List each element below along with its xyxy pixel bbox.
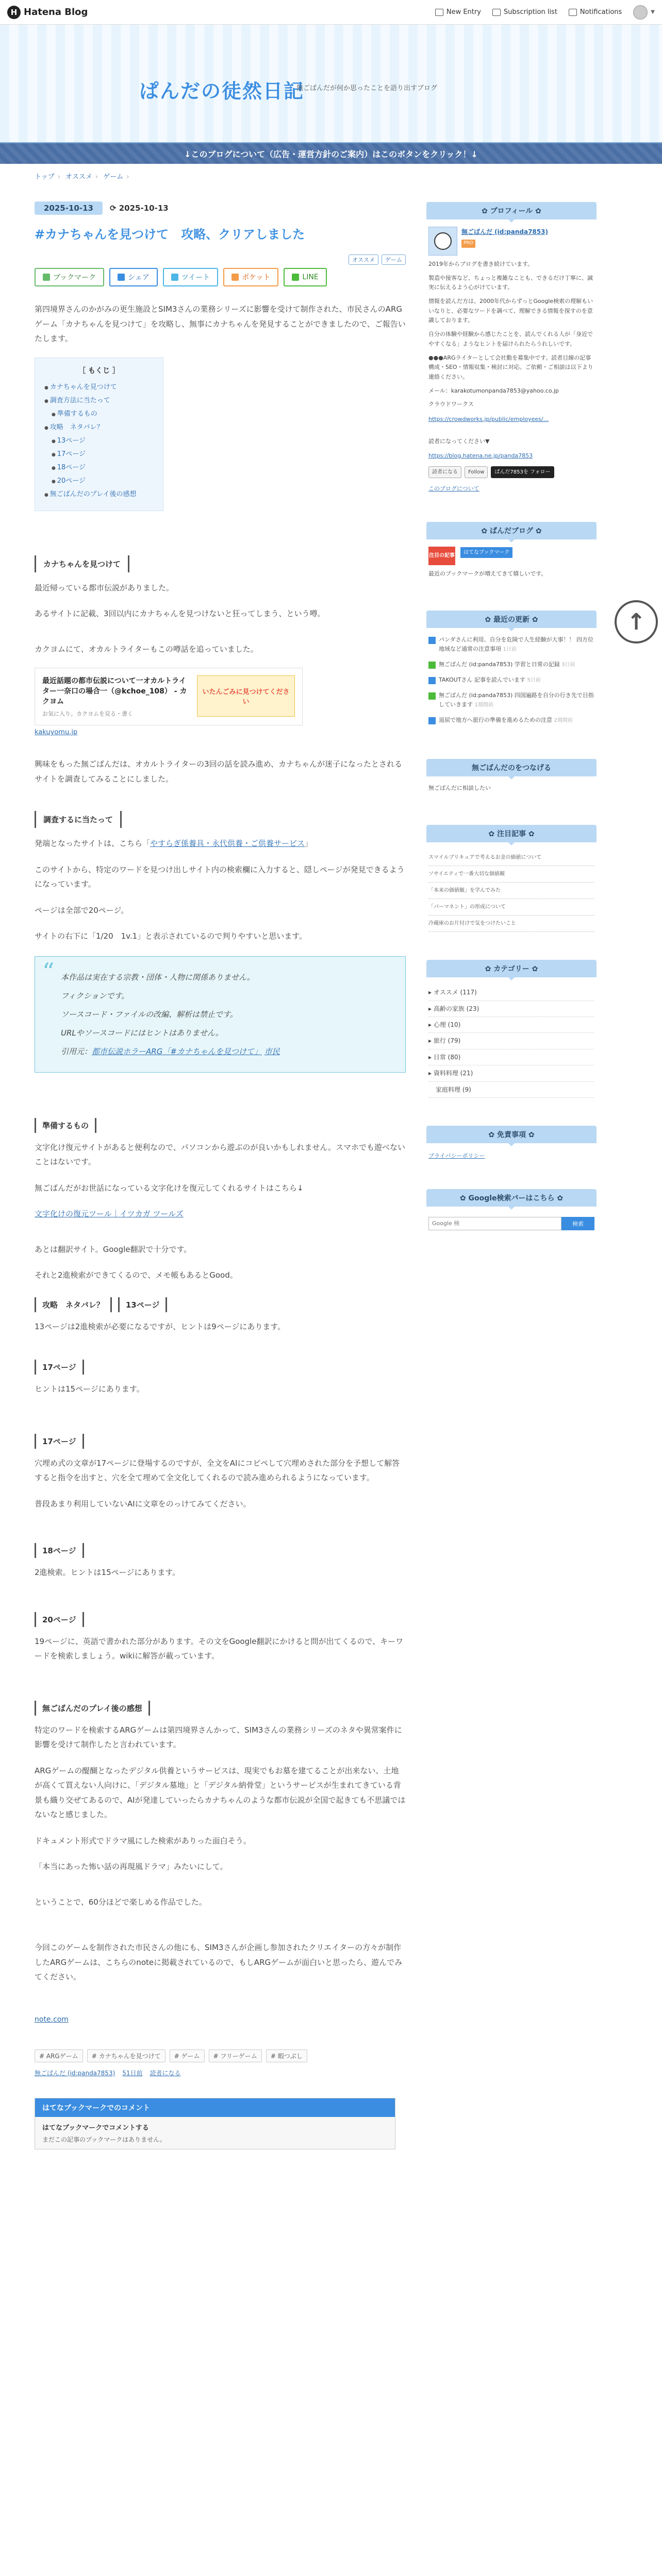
- chevron-down-icon: ▼: [651, 9, 655, 15]
- popular-item[interactable]: 「本来の価値観」を学んでみた: [428, 883, 594, 899]
- author-link[interactable]: 市民: [264, 1046, 280, 1056]
- quote-credit: [61, 1042, 379, 1061]
- tag-label: ARGゲーム: [46, 2052, 78, 2060]
- search-button[interactable]: 検索: [561, 1217, 594, 1230]
- breadcrumb-game[interactable]: ゲーム: [103, 173, 124, 181]
- mojibake-tool-link[interactable]: 文字化けの復元ツール｜イツカガ ツールズ: [35, 1209, 184, 1218]
- google-search-input[interactable]: [428, 1217, 561, 1230]
- entry-icon: [428, 692, 436, 700]
- entry-updated: ⟳ 2025-10-13: [109, 204, 169, 213]
- recent-time: 2週間前: [554, 717, 573, 723]
- subscribe-link[interactable]: 読者になる: [150, 2069, 181, 2077]
- panda-avatar[interactable]: [428, 227, 457, 256]
- recent-time: 1日前: [503, 646, 517, 652]
- tag-chip[interactable]: # ARGゲーム: [35, 2049, 83, 2062]
- recent-text: パンダさんに利用、自分を危険で人生経験が大事！！ 四方位地域など通常の注意事項: [439, 636, 594, 652]
- category-label: 心理 (10): [433, 1021, 461, 1029]
- user-menu[interactable]: [633, 5, 655, 20]
- share-label: シェア: [128, 274, 150, 282]
- tweet-button[interactable]: [163, 268, 218, 286]
- about-banner-button[interactable]: ↓このブログについて（広告・運営方針のご案内）はこのボタンをクリック！↓: [0, 143, 662, 164]
- paragraph: 普段あまり利用していないAIに文章をのっけてみてください。: [35, 1499, 251, 1509]
- entry-title[interactable]: #カナちゃんを見つけて 攻略、クリアしました: [35, 227, 305, 242]
- section-heading: 17ページ: [35, 1434, 84, 1449]
- toc-item[interactable]: ● カナちゃんを見つけて: [44, 381, 154, 394]
- recent-text: 退屈で地方へ旅行の準備を進めるための注意: [439, 716, 552, 723]
- panda-icon: [434, 232, 452, 250]
- breadcrumb: トップ › オススメ › ゲーム ›: [35, 173, 129, 181]
- about-blog-link[interactable]: このブログについて: [428, 485, 479, 492]
- recent-time: 1週間前: [474, 702, 493, 708]
- recent-time: 3日前: [561, 662, 575, 668]
- category-item[interactable]: ▸ 高齢の家族 (23): [428, 1001, 594, 1017]
- entry-icon: [428, 637, 436, 644]
- crowdworks-link[interactable]: https://crowdworks.jp/public/employees/...: [428, 415, 549, 422]
- comments-heading: はてなブックマークでのコメント: [35, 2098, 395, 2117]
- share-label: ブックマーク: [53, 274, 96, 282]
- popular-item[interactable]: スマイルプリキュアで考えるお金の価値について: [428, 850, 594, 866]
- avatar: [633, 5, 648, 20]
- section-heading: 13ページ: [118, 1297, 168, 1312]
- paragraph: あとは翻訳サイト。Google翻訳で十分です。: [35, 1244, 192, 1254]
- paragraph: ARGゲームの醍醐となったデジタル供養というサービスは、現実でもお墓を建てることが出来ない、土地が高くて買えない人向けに、「デジタル墓地」と「デジタル納骨堂」というサービスが生まれてきている背景も織り交ぜてあるので、AIが発達していったらカナちゃんのような都市伝説が全国で起きても不思議ではないなと感じました。: [35, 1766, 406, 1819]
- share-label: ツイート: [181, 274, 210, 282]
- recent-item[interactable]: [428, 675, 594, 685]
- tag-label: カナちゃんを見つけて: [98, 2052, 161, 2060]
- paragraph: 19ページに、英語で書かれた部分があります。その文をGoogle翻訳にかけると問が出てくるので、キーワードを検索しましょう。wikiに解答が載っています。: [35, 1636, 404, 1660]
- toc-item[interactable]: ● 調査方法に当たって: [44, 394, 154, 408]
- paragraph: 今回このゲームを制作された市民さんの他にも、SIM3さんが企画し参加されたクリエイターの方々が制作したARGゲームは、こちらのnoteに掲載されているので、もしARGゲームが面白いと思ったら、遊んでみてください。: [35, 1943, 403, 1981]
- embed-description: お気に入り。カクヨムを見る・書く: [42, 710, 133, 717]
- toc-item[interactable]: ● 13ページ: [44, 434, 154, 448]
- search-module: [426, 1189, 597, 1238]
- module-heading-text: カテゴリー: [493, 965, 529, 974]
- section-heading: 準備するもの: [35, 1118, 96, 1133]
- text: 引用元：: [61, 1046, 92, 1056]
- tag-chip[interactable]: # カナちゃんを見つけて: [87, 2049, 166, 2062]
- section-heading: 調査するに当たって: [35, 811, 122, 828]
- author-link[interactable]: 無ごばんだ (id:panda7853): [35, 2069, 115, 2077]
- category-item[interactable]: ▸ 旅行 (79): [428, 1033, 594, 1049]
- quote-line: ソースコード・ファイルの改編、解析は禁止です。: [61, 1009, 238, 1019]
- module-heading: ✿ プロフィール ✿: [426, 202, 597, 219]
- toc-item[interactable]: ● 17ページ: [44, 448, 154, 461]
- paragraph: ということで、60分ほどで楽しめる作品でした。: [35, 1897, 207, 1907]
- popular-item[interactable]: ソサイエティで一番大切な価値観: [428, 866, 594, 883]
- kakuyomu-link[interactable]: kakuyomu.jp: [35, 728, 78, 736]
- tag-label: 暇つぶし: [277, 2052, 303, 2060]
- paragraph: [35, 836, 406, 851]
- paragraph: 2進検索。ヒントは15ページにあります。: [35, 1568, 180, 1577]
- popular-item[interactable]: 「パーマネント」の形成について: [428, 899, 594, 916]
- paragraph: サイトの右下に「1/20 1v.1」と表示されているので判りやすいと思います。: [35, 931, 307, 941]
- text: 」: [304, 839, 312, 848]
- subscription-list-button[interactable]: [492, 8, 557, 16]
- module-heading: ✿ カテゴリー ✿: [426, 960, 597, 977]
- toc-item[interactable]: ● 無ごばんだのプレイ後の感想: [44, 488, 154, 501]
- note-link[interactable]: note.com: [35, 2015, 69, 2024]
- arrow-up-icon: ↑: [626, 608, 646, 635]
- popular-module: [426, 825, 597, 939]
- profile-text: 2019年からブログを書き続けています。: [428, 261, 534, 267]
- scroll-to-top-button[interactable]: [615, 600, 658, 643]
- module-heading-text: プロフィール: [490, 207, 533, 215]
- recent-item[interactable]: [428, 716, 594, 725]
- paragraph: カクヨムにて、オカルトライターもこの噂話を追っていました。: [35, 644, 258, 654]
- toc-item[interactable]: ● 20ページ: [44, 474, 154, 488]
- paragraph: 穴埋め式の文章が17ページに登場するのですが、全文をAIにコピペして穴埋めされた部分を予想して解答すると指令を出すと、穴を全て埋めて全文化してくれるので読み進められるようになっています。: [35, 1458, 400, 1482]
- facebook-icon: [118, 274, 125, 281]
- profile-name[interactable]: 無ごばんだ (id:panda7853): [461, 228, 548, 235]
- section-heading: 無ごばんだのプレイ後の感想: [35, 1701, 150, 1716]
- blog-description: 無ごばんだが何か思ったことを語り出すブログ: [296, 84, 438, 92]
- profile-crowd: クラウドワークス: [428, 401, 474, 408]
- tag-chip[interactable]: # ゲーム: [170, 2049, 205, 2062]
- pocket-button[interactable]: [223, 268, 278, 286]
- add-comment-link[interactable]: はてなブックマークでコメントする: [42, 2124, 149, 2132]
- tag-chip[interactable]: # 暇つぶし: [266, 2049, 307, 2062]
- module-heading: 無ごばんだのをつなげる: [426, 759, 597, 776]
- facebook-share-button[interactable]: [109, 268, 158, 286]
- subscribe-button[interactable]: 読者になる: [428, 466, 461, 478]
- privacy-policy-link[interactable]: プライバシーポリシー: [428, 1152, 485, 1159]
- new-entry-button[interactable]: [435, 8, 481, 16]
- module-heading: ✿ 最近の更新 ✿: [426, 611, 597, 628]
- category-item[interactable]: ▸ オススメ (117): [428, 985, 594, 1001]
- category-label: 日常 (80): [433, 1053, 461, 1061]
- paragraph: 無ごばんだがお世話になっている文字化けを復元してくれるサイトはこちら↓: [35, 1183, 304, 1193]
- category-label: オススメ (117): [433, 989, 477, 996]
- paragraph: 興味をもった無ごばんだは、オカルトライターの3回の話を読み進め、カナちゃんが迷子になったとされるサイトを調査してみることにしました。: [35, 759, 403, 784]
- entry-icon: [428, 677, 436, 684]
- category-label: 資料料理 (21): [433, 1070, 473, 1077]
- line-icon: [292, 274, 299, 281]
- paragraph: このサイトから、特定のワードを見つけ出しサイト内の検索欄に入力すると、隠しページが発見できるようになっています。: [35, 865, 405, 889]
- recent-item[interactable]: [428, 691, 594, 709]
- disclaimer-quote: [35, 956, 406, 1073]
- line-share-button[interactable]: [284, 268, 326, 286]
- bookmark-comments: [35, 2098, 395, 2149]
- notifications-button[interactable]: [569, 8, 622, 16]
- paragraph: 最近帰っている都市伝説がありました。: [35, 583, 174, 592]
- entry-icon: [428, 662, 436, 669]
- entry-main: [35, 171, 406, 2170]
- blog-link[interactable]: https://blog.hatena.ne.jp/panda7853: [428, 452, 533, 460]
- paragraph: あるサイトに記載、3回以内にカナちゃんを見つけないと狂ってしまう、という噂。: [35, 609, 325, 618]
- breadcrumb-top[interactable]: トップ: [35, 173, 55, 181]
- follow-button[interactable]: Follow: [465, 466, 488, 478]
- paragraph: 「本当にあった怖い話の再現風ドラマ」みたいにして。: [35, 1862, 228, 1871]
- tag-label: ゲーム: [181, 2052, 200, 2060]
- new-entry-label: New Entry: [446, 8, 481, 16]
- profile-mail: メール：karakotumonpanda7853@yahoo.co.jp: [428, 387, 559, 394]
- section-heading: 攻略 ネタバレ？: [35, 1297, 112, 1312]
- breadcrumb-recommend[interactable]: オススメ: [65, 173, 92, 181]
- recent-item[interactable]: [428, 660, 594, 669]
- module-heading: ✿ ぱんだブログ ✿: [426, 522, 597, 539]
- notifications-label: Notifications: [580, 8, 622, 16]
- entry-icon: [428, 717, 436, 724]
- paragraph: 特定のワードを検索するARGゲームは第四境界さんかって、SIM3さんの業務シリーズのネタや異常案件に影響を受けて制作したと言われています。: [35, 1725, 402, 1749]
- blog-header: [0, 25, 662, 143]
- entry-permalink[interactable]: 51日前: [122, 2069, 143, 2077]
- paragraph: ドキュメント形式でドラマ風にした検索がありった面白そう。: [35, 1836, 251, 1845]
- quote-line: フィクションです。: [61, 991, 129, 1001]
- profile-text: 自分の体験や経験から感じたことを、読んでくれる人が「身近でやすくなる」ようなヒントを届けられたらうれしいです。: [428, 331, 593, 347]
- bookmark-module: [426, 522, 597, 590]
- text: 発端となったサイトは、こちら「: [35, 839, 150, 848]
- hatena-logo-icon: H: [7, 6, 21, 19]
- profile-text: 情報を読んだ方は、2000年代からずっとGoogle検索の理解もいいなりと、必要なワードを調べて、理解できる情報を探すのを意識しております。: [428, 298, 593, 324]
- follow-text: 読者になってください▼: [428, 437, 490, 445]
- no-comments-text: まだこの記事のブックマークはありません。: [42, 2136, 166, 2143]
- share-buttons: [35, 268, 406, 286]
- module-heading-text: 最近の更新: [493, 616, 529, 624]
- entry-date[interactable]: 2025-10-13: [35, 201, 103, 215]
- paragraph: ページは全部で20ページ。: [35, 905, 129, 915]
- module-heading: ✿ 注目記事 ✿: [426, 825, 597, 842]
- recent-text: TAKOUTさん 記事を読んでいます: [439, 676, 525, 683]
- tag-chip[interactable]: # フリーゲーム: [209, 2049, 262, 2062]
- embed-title: 最近話題の都市伝説について一オカルトライター一奈口の場合一（@kchoe_108） - カクヨム: [42, 677, 187, 706]
- bookmark-icon: [43, 274, 50, 281]
- kakuyomu-embed-card[interactable]: [35, 668, 303, 725]
- pro-badge: PRO: [461, 240, 475, 247]
- toc-title-text: もくじ: [88, 366, 110, 375]
- embed-thumbnail: いたんごみに見つけてください: [197, 675, 295, 717]
- intro-paragraph: 第四境界さんのかがみの更生施設とSIM3さんの業務シリーズに影響を受けて制作された、市民さんのARGゲーム「カナちゃんを見つけて」を攻略し、無事にカナちゃんを発見することができましたので、ご報告いたします。: [35, 304, 406, 343]
- bookmark-text: 最近のブックマークが増えてきて嬉しいです。: [428, 570, 547, 577]
- section-heading: カナちゃんを見つけて: [35, 555, 129, 572]
- profile-text: 製造や接客など、ちょっと複雑なことも、できるだけ丁寧に、誠実に伝えるよう心がけています。: [428, 274, 593, 291]
- module-heading-text: ぱんだブログ: [490, 527, 533, 535]
- recent-text: 無ごばんだ (id:panda7853) 四国遍路を自分の行き先で目指していきます: [439, 691, 594, 708]
- category-item[interactable]: ▸ 心理 (10): [428, 1017, 594, 1033]
- hatena-logo[interactable]: [7, 6, 88, 19]
- category-item[interactable]: ▸ 日常 (80): [428, 1049, 594, 1065]
- pocket-icon: [231, 274, 239, 281]
- entry-tags: [35, 2049, 406, 2062]
- profile-module: [426, 202, 597, 501]
- bookmark-share-button[interactable]: [35, 268, 104, 286]
- recent-module: [426, 611, 597, 738]
- hatena-logo-text: Hatena Blog: [24, 7, 88, 18]
- reader-module: [426, 759, 597, 805]
- paragraph: 文字化け復元サイトがあると便利なので、パソコンから遊ぶのが良いかもしれません。スマホでも遊べないことはないです。: [35, 1142, 405, 1166]
- module-heading: ✿ 免責事項 ✿: [426, 1126, 597, 1143]
- category-tag[interactable]: ゲーム: [382, 255, 406, 265]
- toc-item[interactable]: ● 18ページ: [44, 461, 154, 474]
- recent-text: 無ごばんだ (id:panda7853) 学習と日常の記録: [439, 660, 560, 668]
- paragraph: 13ページは2進検索が必要になるですが、ヒントは9ページにあります。: [35, 1321, 286, 1331]
- quote-line: URLやソースコードにはヒントはありません。: [61, 1028, 223, 1038]
- category-item[interactable]: 家庭料理 (9): [428, 1082, 594, 1098]
- yasuragi-site-link[interactable]: やすらぎ係養具・永代供養・ご供養サービス: [150, 839, 305, 848]
- sidebar: [426, 171, 597, 2170]
- profile-text: ●●●ARGライターとして会社勤を募集中です。読者目線の記事構成・SEO・情報収集・検討に対応。ご依頼・ご相談は以下より連絡ください。: [428, 354, 593, 380]
- category-label: 高齢の家族 (23): [433, 1005, 479, 1012]
- category-item[interactable]: ▸ 資料料理 (21): [428, 1065, 594, 1081]
- bell-icon: [569, 9, 577, 16]
- section-heading: 17ページ: [35, 1360, 84, 1375]
- section-heading: 20ページ: [35, 1612, 84, 1627]
- updated-date: 2025-10-13: [119, 204, 169, 213]
- source-link[interactable]: 都市伝説ホラーARG「#カナちゃんを見つけて」: [92, 1046, 262, 1056]
- recent-time: 5日前: [527, 677, 541, 683]
- entry-footer: [35, 2069, 406, 2077]
- module-heading: ✿ Google検索バーはこちら ✿: [426, 1189, 597, 1207]
- list-icon: [492, 9, 501, 16]
- subscription-label: Subscription list: [503, 8, 557, 16]
- toc-item[interactable]: ● 準備するもの: [44, 408, 154, 421]
- paragraph: それと2進検索ができてくるので、メモ帳もあるとGood。: [35, 1270, 238, 1280]
- share-label: ポケット: [242, 274, 271, 282]
- section-heading: 18ページ: [35, 1543, 84, 1558]
- paragraph: ヒントは15ページにあります。: [35, 1384, 144, 1394]
- table-of-contents: [35, 358, 163, 511]
- module-heading-text: 注目記事: [497, 830, 526, 839]
- module-heading-text: 免責事項: [497, 1130, 526, 1139]
- toc-item[interactable]: ● 攻略 ネタバレ？: [44, 421, 154, 434]
- pencil-icon: [435, 9, 443, 16]
- quote-line: “ 本作品は実在する宗教・団体・人物に関係ありません。: [61, 972, 255, 982]
- popular-item[interactable]: 冷蔵庫のお片付けで気をつけたいこと: [428, 916, 594, 932]
- share-label: LINE: [302, 273, 319, 281]
- paragraph: [35, 1207, 406, 1222]
- recent-item[interactable]: [428, 635, 594, 654]
- twitter-icon: [171, 274, 178, 281]
- module-heading-text: Google検索バーはこちら: [468, 1194, 555, 1202]
- category-label: 旅行 (79): [433, 1037, 461, 1045]
- category-module: [426, 960, 597, 1105]
- privacy-module: [426, 1126, 597, 1168]
- x-follow-button[interactable]: ぱんだ7853を フォロー: [491, 466, 554, 478]
- hatena-global-bar: [0, 0, 662, 25]
- tag-label: フリーゲーム: [220, 2052, 257, 2060]
- toc-title: ［ もくじ ］: [78, 366, 120, 375]
- featured-badge[interactable]: 注目の記事: [428, 547, 455, 565]
- bookmark-tag[interactable]: はてなブックマーク: [460, 547, 512, 558]
- reader-text[interactable]: 無ごばんだに相談したい: [428, 784, 491, 791]
- blog-title[interactable]: ぱんだの徒然日記: [139, 79, 305, 103]
- category-tag[interactable]: オススメ: [349, 255, 378, 265]
